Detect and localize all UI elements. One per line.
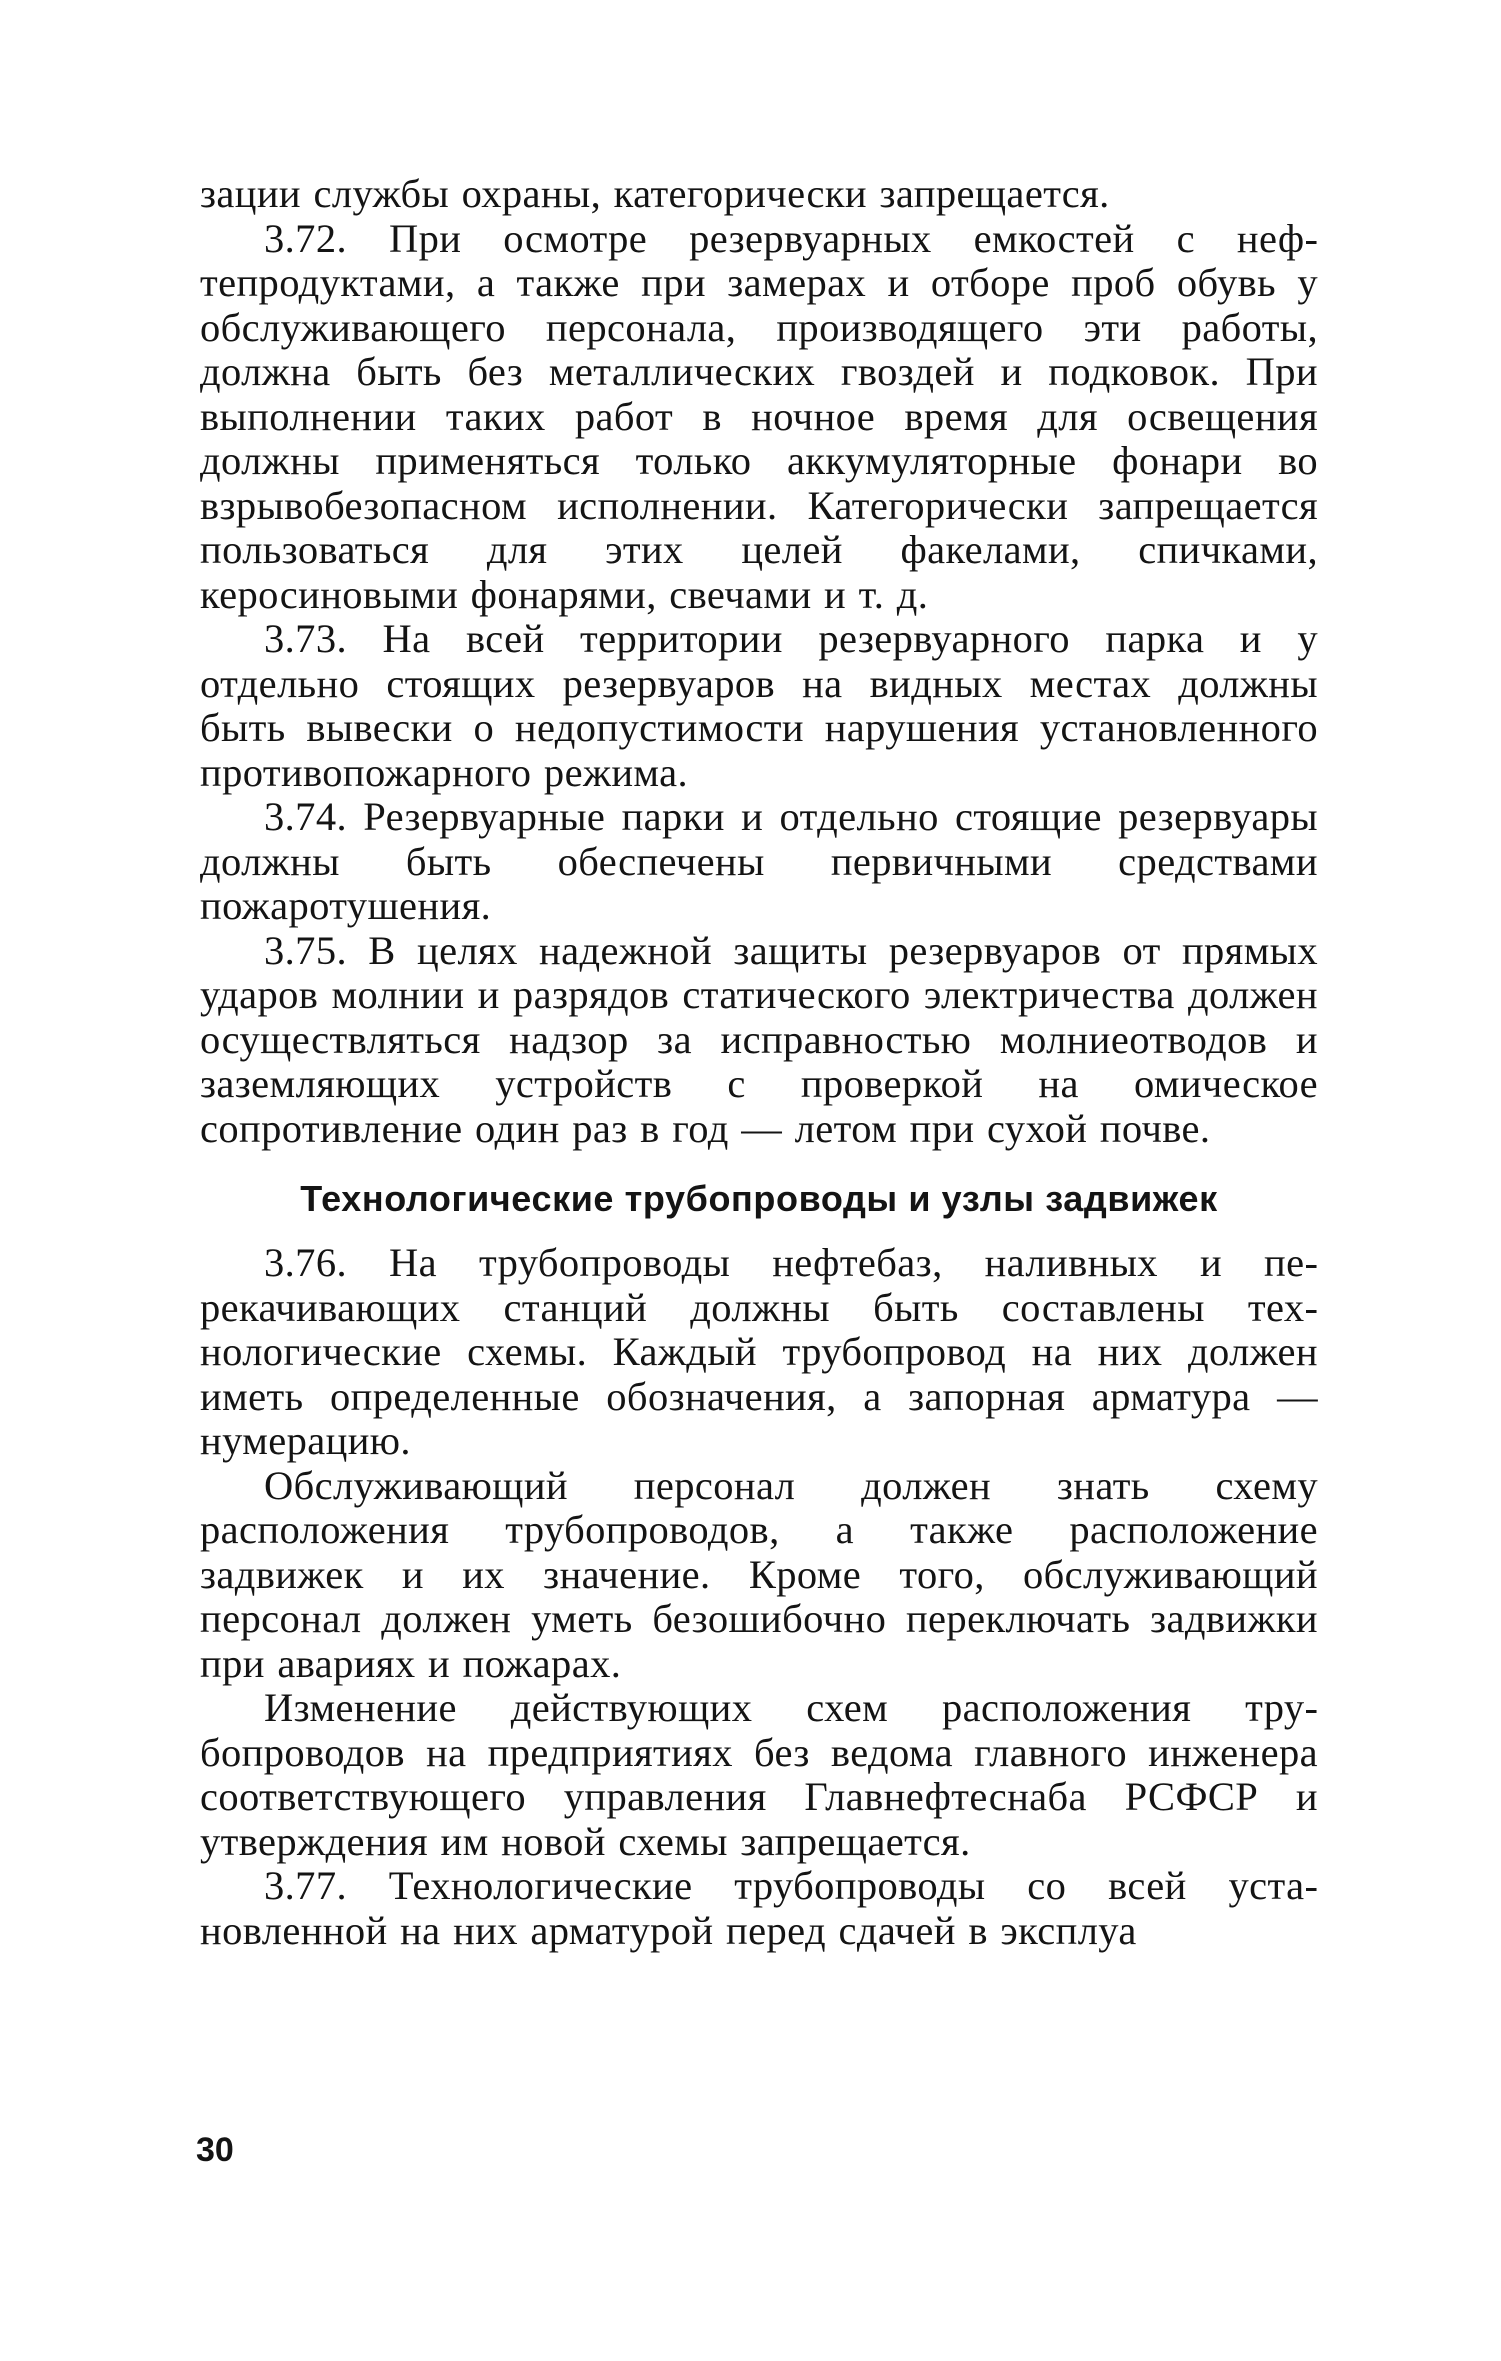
paragraph-3-73: 3.73. На всей территории резервуарного парка и у отдельно стоящих резервуаров на видных местах должны быть вывески о недопустимости нарушения установленного противопожарного режима. bbox=[200, 616, 1318, 795]
paragraph-3-75: 3.75. В целях надежной защиты резервуаров от прямых ударов молнии и разрядов статического электричества должен осуществляться надзор за исправностью молниеотводов и заземляющих устройств с проверкой на омическое сопротивление один раз в год — летом при сухой почве. bbox=[200, 927, 1318, 1151]
paragraph-staff-knowledge: Обслуживающий персонал должен знать схему расположения трубопроводов, а также расположение задвижек и их значение. Кроме того, обслуживающий персонал должен уметь безошибочно переключать задвижки при авариях и пожарах. bbox=[200, 1462, 1318, 1686]
section-heading: Технологические трубопроводы и узлы задвижек bbox=[300, 1178, 1218, 1219]
paragraph-3-76: 3.76. На трубопроводы нефтебаз, наливных и перекачивающих станций должны быть составлены технологические схемы. Каждый трубопровод на них должен иметь определенные обозначения, а запорная арматура — нумерацию. bbox=[200, 1240, 1318, 1463]
paragraph-scheme-changes: Изменение действующих схем расположения трубопроводов на предприятиях без ведома главного инженера соответствующего управления Главнефтеснаба РСФСР и утверждения им новой схемы запрещается. bbox=[200, 1685, 1318, 1864]
paragraph-3-74: 3.74. Резервуарные парки и отдельно стоящие резервуары должны быть обеспечены первичными средствами пожаротушения. bbox=[200, 794, 1318, 928]
paragraph-3-77: 3.77. Технологические трубопроводы со всей установленной на них арматурой перед сдачей в эксплуа bbox=[200, 1863, 1318, 1953]
paragraph-continuation: зации службы охраны, категорически запрещается. bbox=[200, 171, 1110, 216]
page-number: 30 bbox=[196, 2131, 234, 2169]
page-body bbox=[200, 172, 1318, 1953]
paragraph-3-72: 3.72. При осмотре резервуарных емкостей с нефтепродуктами, а также при замерах и отборе проб обувь у обслуживающего персонала, производящего эти работы, должна быть без металлических гвоздей и подковок. При выполнении таких работ в ночное время для освещения должны применяться только аккумуляторные фонари во взрывобезопасном исполнении. Категорически запрещается пользоваться для этих целей факелами, спичками, керосиновыми фонарями, свечами и т. д. bbox=[200, 215, 1318, 617]
